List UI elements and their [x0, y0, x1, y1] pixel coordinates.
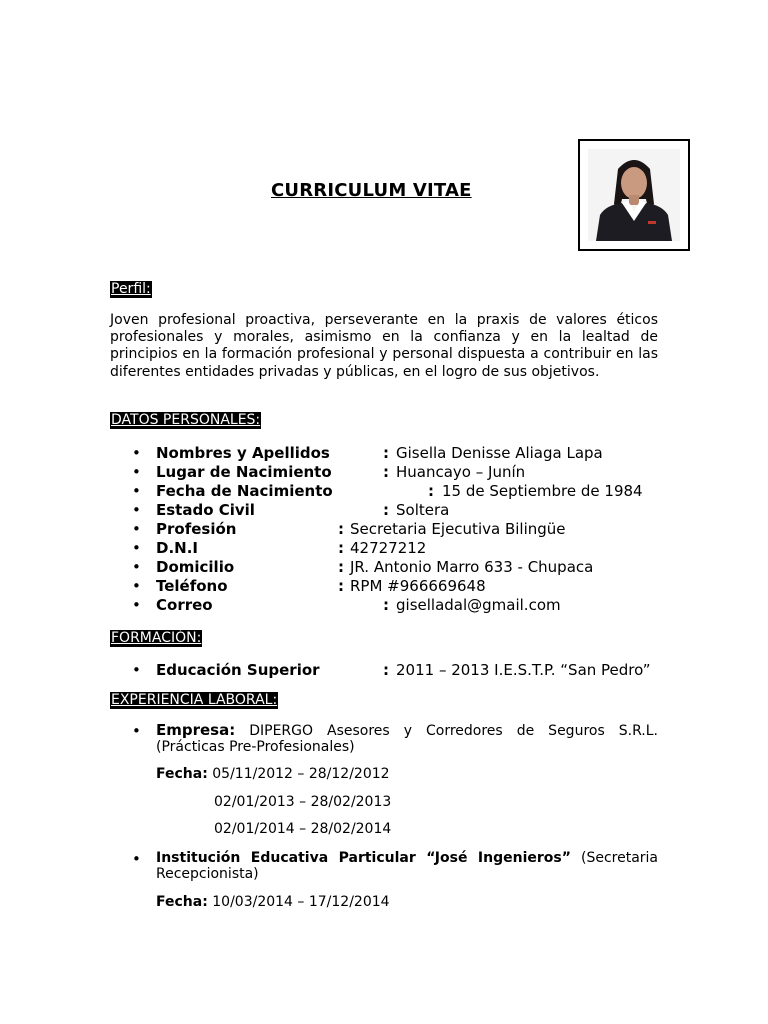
perfil-text: Joven profesional proactiva, perseverante en la praxis de valores éticos profesionales y morales, asimismo en la confianza y en la lealtad de principios en la formación profesional y personal dispuesta a contribuir en las diferentes entidades privadas y públicas, en el logro de sus objetivos.	[110, 312, 658, 380]
item-label: • Lugar de Nacimiento	[156, 463, 332, 481]
list-item	[110, 577, 670, 596]
item-value: 2011 – 2013 I.E.S.T.P. “San Pedro”	[396, 661, 651, 679]
document-title: CURRICULUM VITAE	[271, 180, 472, 201]
item-value: JR. Antonio Marro 633 - Chupaca	[350, 558, 594, 576]
item-separator: :	[383, 444, 389, 462]
item-label: • Profesión	[156, 520, 237, 538]
list-item	[110, 558, 670, 577]
job-dates	[156, 766, 390, 782]
job-dates	[156, 894, 390, 910]
portrait-image	[588, 149, 680, 241]
item-separator: :	[428, 482, 434, 500]
list-item	[110, 501, 670, 520]
item-value: Gisella Denisse Aliaga Lapa	[396, 444, 603, 462]
job-entry-1	[110, 722, 658, 755]
item-separator: :	[383, 661, 389, 679]
job-entry-2	[110, 850, 658, 882]
date-range: 02/01/2013 – 28/02/2013	[214, 794, 392, 810]
section-heading-perfil: Perfil:	[111, 281, 151, 297]
item-label: • Domicilio	[156, 558, 235, 576]
job-description: (Secretaria Recepcionista)	[156, 850, 658, 882]
list-item	[110, 520, 670, 539]
item-label: • D.N.I	[156, 539, 198, 557]
item-label: • Correo	[156, 596, 213, 614]
date-range: 05/11/2012 – 28/12/2012	[212, 766, 390, 782]
item-value: 15 de Septiembre de 1984	[442, 482, 643, 500]
section-heading-experiencia-laboral: EXPERIENCIA LABORAL:	[111, 692, 278, 708]
item-value: RPM #966669648	[350, 577, 486, 595]
item-separator: :	[338, 577, 344, 595]
item-value: Huancayo – Junín	[396, 463, 526, 481]
bullet-icon: •	[132, 722, 141, 740]
list-item	[110, 596, 670, 615]
profile-photo	[578, 139, 690, 251]
item-label: • Educación Superior	[156, 661, 320, 679]
item-separator: :	[383, 501, 389, 519]
section-heading-datos-personales: DATOS PERSONALES:	[111, 412, 261, 428]
item-value: Soltera	[396, 501, 450, 519]
job-label: Empresa:	[156, 721, 236, 739]
job-description: DIPERGO Asesores y Corredores de Seguros S.R.L. (Prácticas Pre-Profesionales)	[156, 723, 659, 755]
item-value: Secretaria Ejecutiva Bilingüe	[350, 520, 566, 538]
item-value: giselladal@gmail.com	[396, 596, 561, 614]
list-item	[110, 463, 670, 482]
item-label: • Teléfono	[156, 577, 228, 595]
list-item	[110, 539, 670, 558]
item-label: • Nombres y Apellidos	[156, 444, 330, 462]
bullet-icon: •	[132, 850, 141, 868]
date-range: 02/01/2014 – 28/02/2014	[214, 821, 392, 837]
list-item	[110, 482, 670, 501]
job-label: Institución Educativa Particular “José Ingenieros”	[156, 850, 571, 866]
formacion-list	[110, 661, 670, 680]
item-separator: :	[338, 558, 344, 576]
item-value: 42727212	[350, 539, 427, 557]
list-item	[110, 661, 670, 680]
item-separator: :	[383, 463, 389, 481]
date-range: 10/03/2014 – 17/12/2014	[212, 894, 390, 910]
section-heading-formacion: FORMACIÓN:	[111, 630, 202, 646]
item-separator: :	[383, 596, 389, 614]
item-label: • Fecha de Nacimiento	[156, 482, 333, 500]
fecha-label: Fecha:	[156, 766, 208, 782]
datos-personales-list	[110, 444, 670, 615]
item-label: • Estado Civil	[156, 501, 255, 519]
list-item	[110, 444, 670, 463]
fecha-label: Fecha:	[156, 894, 208, 910]
item-separator: :	[338, 539, 344, 557]
item-separator: :	[338, 520, 344, 538]
